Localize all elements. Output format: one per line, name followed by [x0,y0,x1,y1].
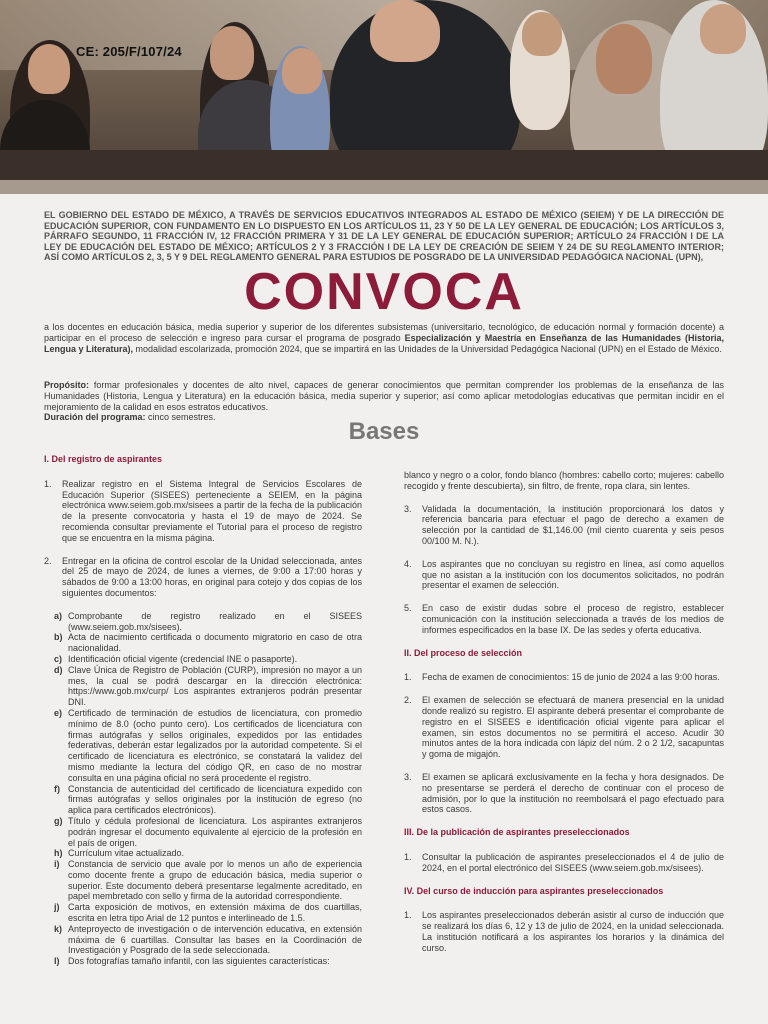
program-name: Especialización y Maestría en Enseñanza de las Humanidades (Historia, Lengua y Literatura), [44,332,724,354]
doc-item: c) Identificación oficial vigente (credencial INE o pasaporte). [54,653,298,664]
doc-item: l) Dos fotografías tamaño infantil, con las siguientes características: [54,956,330,967]
section-2-item-2: El examen de selección se efectuará de manera presencial en la unidad donde realizó su registro. El aspirante deberá presentar el comprobante de registro en el SISEES e identificación oficial vigente para aplicar el examen, sin estos documentos no se permitirá el acceso. Acudir 30 minutos antes de la hora indicada con lápiz del núm. 2 o 2 1/2, sacapuntas y goma de migajón. [422,695,724,760]
lead-text-1: a los docentes en educación básica, media superior y superior de los diferentes subsistemas (universitario, tecnológico, de educación normal y formación docente) a participar en el proceso de selección e ingreso para cursar el programa de posgrado [44,322,724,343]
section-3-item-1: Consultar la publicación de aspirantes preseleccionados el 4 de julio de 2024, en el portal electrónico del SISEES (www.seiem.gob.mx/sisees). [422,851,724,873]
intro-paragraph: EL GOBIERNO DEL ESTADO DE MÉXICO, A TRAVÉS DE SERVICIOS EDUCATIVOS INTEGRADOS AL ESTADO DE MÉXICO (SEIEM) Y DE LA DIRECCIÓN DE EDUCACIÓN SUPERIOR, CON FUNDAMENTO EN LO DISPUESTO EN LOS ARTÍCULOS 11, 23 Y 50 DE LA LEY GENERAL DE EDUCACIÓN; LOS ARTÍCULOS 3, PÁRRAFO SEGUNDO, 11 FRACCIÓN IV, 12 FRACCIÓN PRIMERA Y 31 DE LA LEY GENERAL DE EDUCACIÓN SUPERIOR; ARTÍCULO 24 FRACCIÓN I DE LA LEY DE EDUCACIÓN DEL ESTADO DE MÉXICO; ARTÍCULOS 2 Y 3 FRACCIÓN I DE LA LEY DE CREACIÓN DE SEIEM Y 24 DE SU REGLAMENTO INTERIOR; ASÍ COMO ARTÍCULOS 2, 3, 5 Y 9 DEL REGLAMENTO GENERAL PARA ESTUDIOS DE POSGRADO DE LA UNIVERSIDAD PEDAGÓGICA NACIONAL (UPN), [44,210,724,263]
document-code: CE: 205/F/107/24 [76,44,182,59]
lead-text-2: modalidad escolarizada, promoción 2024, que se impartirá en las Unidades de la Universidad Pedagógica Nacional (UPN) en el Estado de México. [133,343,722,354]
doc-item: b) Acta de nacimiento certificada o documento migratorio en caso de otra nacionalidad. [54,632,362,654]
list-item: 3. Validada la documentación, la institución proporcionará los datos y referencia bancaria para efectuar el pago de derecho a examen de selección por la cantidad de $1,146.00 (mil ciento cuarenta y seis pesos 00/100 M. N.). [404,503,724,546]
section-4-title: IV. Del curso de inducción para aspirantes preseleccionados [404,885,664,896]
right-column [404,470,724,966]
photo-requirements: blanco y negro o a color, fondo blanco (hombres: cabello corto; mujeres: cabello recogido y frente descubierta), sin filtro, de frente, ropa clara, sin lentes. [404,470,724,491]
bases-heading: Bases [348,418,420,445]
doc-item: e) Certificado de terminación de estudios de licenciatura, con promedio mínimo de 8.0 (ocho punto cero). Los certificados de licenciatura con firmas autógrafas y sellos originales, expedidos por las entidades federativas, deberán estar legalizados por la autoridad competente. Si el certificado de licenciatura es electrónico, se constatará la validez del mismo mediante la lectura del código QR, en caso de no mostrar consulta en una página oficial no será procedente el registro. [54,707,362,783]
section-3-title: III. De la publicación de aspirantes preseleccionados [404,827,630,838]
divider-band [0,180,768,194]
purpose-label: Propósito: [44,380,89,390]
doc-item: h) Currículum vitae actualizado. [54,848,185,859]
section-1-item-5: En caso de existir dudas sobre el proceso de registro, establecer comunicación con la institución seleccionada a través de los medios de informes especificados en la base IX. De las sedes y oferta educativa. [422,603,724,635]
doc-item: g) Título y cédula profesional de licenciatura. Los aspirantes extranjeros podrán ingresar el documento equivalente al ejercicio de la profesión en el país de origen. [54,815,362,848]
duration-text: cinco semestres. [145,412,216,423]
duration-label: Duración del programa: [44,412,146,423]
header-photo [0,0,768,180]
purpose-text: formar profesionales y docentes de alto nivel, capaces de generar conocimientos que permitan comprender los problemas de la enseñanza de las Humanidades (Historia, Lengua y Literatura) en la educación básica, media superior y superior; así como aplicar metodologías educativas que permitan incidir en el mejoramiento de la calidad en esos estratos educativos. [44,380,724,412]
section-2-item-1: Fecha de examen de conocimientos: 15 de junio de 2024 a las 9:00 horas. [422,672,720,683]
left-column [44,454,362,967]
doc-item: a) Comprobante de registro realizado en el SISEES (www.seiem.gob.mx/sisees). [54,610,362,632]
list-item: 1. Fecha de examen de conocimientos: 15 de junio de 2024 a las 9:00 horas. [404,672,724,683]
section-4-item-1: Los aspirantes preseleccionados deberán asistir al curso de inducción que se realizará los días 6, 12 y 13 de julio de 2024, en la unidad seleccionada. La institución notificará a los aspirantes los horarios y la dinámica del curso. [422,910,724,953]
doc-item: j) Carta exposición de motivos, en extensión máxima de dos cuartillas, escrita en letra tipo Arial de 12 puntos e interlineado de 1.5. [54,902,362,924]
purpose-paragraph [44,380,724,423]
list-item: 5. En caso de existir dudas sobre el proceso de registro, establecer comunicación con la institución seleccionada a través de los medios de informes especificados en la base IX. De las sedes y oferta educativa. [404,603,724,635]
list-item: 2. El examen de selección se efectuará de manera presencial en la unidad donde realizó su registro. El aspirante deberá presentar el comprobante de registro en el SISEES e identificación oficial vigente para aplicar el examen, sin estos documentos no se permitirá el acceso. Acudir 30 minutos antes de la hora indicada con lápiz del núm. 2 o 2 1/2, sacapuntas y goma de migajón. [404,695,724,760]
list-item: 3. El examen se aplicará exclusivamente en la fecha y hora designados. De no presentarse se perderá el derecho de continuar con el proceso de admisión, por lo que la institución no reembolsará el pago efectuado para estos casos. [404,771,724,815]
section-1-item-1: Realizar registro en el Sistema Integral de Servicios Escolares de Educación Superior (SISEES) perteneciente a SEIEM, en la página electrónica www.seiem.gob.mx/sisees a partir de la fecha de la publicación de la presente convocatoria y hasta el 19 de mayo de 2024. Se recomienda consultar previamente el Tutorial para el proceso de registro que se encuentra en la misma página. [62,478,362,543]
doc-item: f) Constancia de autenticidad del certificado de licenciatura expedido con firmas autógrafas y sellos originales por la institución de egreso (no aplica para certificados electrónicos). [54,783,362,816]
doc-item: k) Anteproyecto de investigación o de intervención educativa, en extensión máxima de 6 cuartillas. Consultar las bases en la Coordinación de Investigación y Posgrado de la sede seleccionada. [54,923,362,956]
doc-item: d) Clave Única de Registro de Población (CURP), impresión no mayor a un mes, la cual se podrá descargar en la dirección electrónica: https://www.gob.mx/curp/ Los aspirantes extranjeros podrán presentar DNI. [54,664,362,708]
lead-paragraph [44,322,724,354]
list-item: 2. Entregar en la oficina de control escolar de la Unidad seleccionada, antes del 25 de mayo de 2024, de lunes a viernes, de 9:00 a 17:00 horas y sábados de 9:00 a 13:00 horas, en original para cotejo y dos copias de los siguientes documentos: [44,555,362,598]
documents-list [44,611,362,967]
doc-item: i) Constancia de servicio que avale por lo menos un año de experiencia como docente frente a grupo de educación básica, media superior o superior. Este documento deberá presentarse legalmente acreditado, en papel membretado con sello y firma de la autoridad correspondiente. [54,859,362,902]
page-title: CONVOCA [244,263,524,321]
section-1-item-4: Los aspirantes que no concluyan su registro en línea, así como aquellos que no asistan a la institución con los documentos solicitados, no podrán presentar el examen de selección. [422,558,724,591]
list-item: 1. Los aspirantes preseleccionados deberán asistir al curso de inducción que se realizará los días 6, 12 y 13 de julio de 2024, en la unidad seleccionada. La institución notificará a los aspirantes los horarios y la dinámica del curso. [404,910,724,953]
list-item: 1. Consultar la publicación de aspirantes preseleccionados el 4 de julio de 2024, en el portal electrónico del SISEES (www.seiem.gob.mx/sisees). [404,851,724,873]
section-1-item-3: Validada la documentación, la institución proporcionará los datos y referencia bancaria para efectuar el pago de derecho a examen de selección por la cantidad de $1,146.00 (mil ciento cuarenta y seis pesos 00/100 M. N.). [422,503,724,546]
section-1-item-2: Entregar en la oficina de control escolar de la Unidad seleccionada, antes del 25 de mayo de 2024, de lunes a viernes, de 9:00 a 17:00 horas y sábados de 9:00 a 13:00 horas, en original para cotejo y dos copias de los siguientes documentos: [62,555,362,598]
section-2-item-3: El examen se aplicará exclusivamente en la fecha y hora designados. De no presentarse se perderá el derecho de continuar con el proceso de admisión, por lo que la institución no reembolsará el pago efectuado para estos casos. [422,771,724,815]
list-item: 1. Realizar registro en el Sistema Integral de Servicios Escolares de Educación Superior (SISEES) perteneciente a SEIEM, en la página electrónica www.seiem.gob.mx/sisees a partir de la fecha de la publicación de la presente convocatoria y hasta el 19 de mayo de 2024. Se recomienda consultar previamente el Tutorial para el proceso de registro que se encuentra en la misma página. [44,478,362,543]
section-2-title: II. Del proceso de selección [404,647,523,658]
list-item: 4. Los aspirantes que no concluyan su registro en línea, así como aquellos que no asistan a la institución con los documentos solicitados, no podrán presentar el examen de selección. [404,558,724,591]
section-1-title: I. Del registro de aspirantes [44,454,163,464]
